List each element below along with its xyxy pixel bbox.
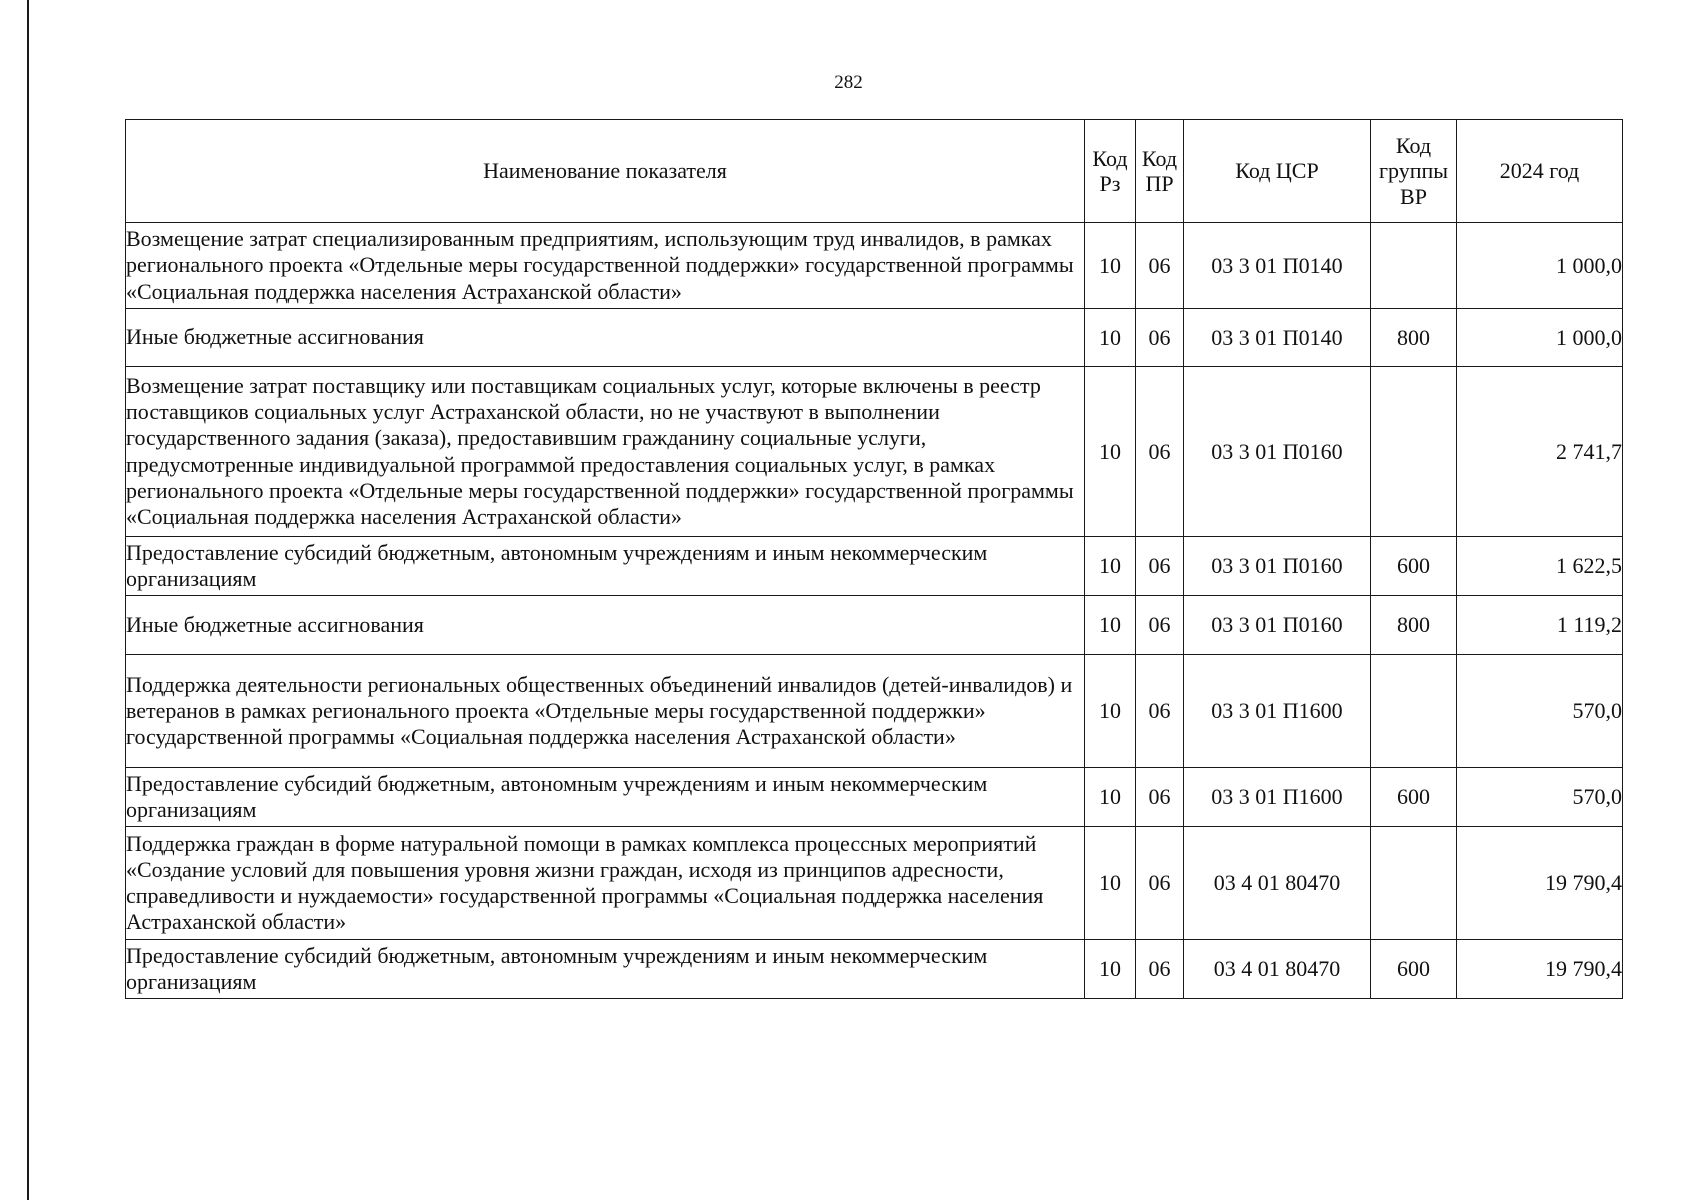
table-row [126,596,1623,655]
row-name: Возмещение затрат поставщику или поставщикам социальных услуг, которые включены в реестр поставщиков социальных услуг Астраханской области, но не участвуют в выполнении государственного задания (заказа), предоставившим гражданину социальные услуги, предусмотренные индивидуальной программой предоставления социальных услуг, в рамках регионального проекта «Отдельные меры государственной поддержки» государственной программы «Социальная поддержка населения Астраханской области» [126,367,1085,537]
row-amount: 1 119,2 [1457,596,1623,655]
row-pr: 06 [1136,309,1184,367]
table-row [126,940,1623,999]
row-rz: 10 [1085,309,1136,367]
row-name: Предоставление субсидий бюджетным, автономным учреждениям и иным некоммерческим организациям [126,537,1085,596]
row-pr: 06 [1136,768,1184,827]
row-pr: 06 [1136,655,1184,768]
row-rz: 10 [1085,827,1136,940]
row-vr: 800 [1371,596,1457,655]
row-pr: 06 [1136,537,1184,596]
row-name: Предоставление субсидий бюджетным, автономным учреждениям и иным некоммерческим организациям [126,768,1085,827]
binding-margin-line [27,0,29,1200]
row-amount: 570,0 [1457,768,1623,827]
row-pr: 06 [1136,223,1184,309]
row-rz: 10 [1085,940,1136,999]
row-amount: 19 790,4 [1457,827,1623,940]
row-vr [1371,223,1457,309]
row-vr: 600 [1371,768,1457,827]
header-vr: Код группы ВР [1371,120,1457,223]
header-name: Наименование показателя [126,120,1085,223]
row-csr: 03 3 01 П1600 [1184,655,1371,768]
row-pr: 06 [1136,596,1184,655]
row-rz: 10 [1085,596,1136,655]
row-vr: 600 [1371,940,1457,999]
row-amount: 19 790,4 [1457,940,1623,999]
row-amount: 1 000,0 [1457,309,1623,367]
table-row [126,367,1623,537]
row-vr [1371,827,1457,940]
row-vr [1371,655,1457,768]
row-csr: 03 3 01 П0160 [1184,367,1371,537]
header-year: 2024 год [1457,120,1623,223]
table-row [126,537,1623,596]
row-vr: 600 [1371,537,1457,596]
table-row [126,827,1623,940]
row-name: Поддержка деятельности региональных общественных объединений инвалидов (детей-инвалидов) и ветеранов в рамках регионального проекта «Отдельные меры государственной поддержки» государственной программы «Социальная поддержка населения Астраханской области» [126,655,1085,768]
table-row [126,309,1623,367]
row-amount: 2 741,7 [1457,367,1623,537]
row-csr: 03 4 01 80470 [1184,827,1371,940]
header-rz: Код Рз [1085,120,1136,223]
row-name: Возмещение затрат специализированным предприятиям, использующим труд инвалидов, в рамках регионального проекта «Отдельные меры государственной поддержки» государственной программы «Социальная поддержка населения Астраханской области» [126,223,1085,309]
row-vr: 800 [1371,309,1457,367]
row-csr: 03 4 01 80470 [1184,940,1371,999]
row-rz: 10 [1085,768,1136,827]
row-vr [1371,367,1457,537]
row-name: Поддержка граждан в форме натуральной помощи в рамках комплекса процессных мероприятий «Создание условий для повышения уровня жизни граждан, исходя из принципов адресности, справедливости и нуждаемости» государственной программы «Социальная поддержка населения Астраханской области» [126,827,1085,940]
row-rz: 10 [1085,223,1136,309]
row-csr: 03 3 01 П0160 [1184,596,1371,655]
row-rz: 10 [1085,537,1136,596]
row-csr: 03 3 01 П1600 [1184,768,1371,827]
table-row [126,768,1623,827]
row-name: Иные бюджетные ассигнования [126,596,1085,655]
row-amount: 1 622,5 [1457,537,1623,596]
page-number: 282 [834,72,863,93]
row-csr: 03 3 01 П0160 [1184,537,1371,596]
row-amount: 570,0 [1457,655,1623,768]
header-pr: Код ПР [1136,120,1184,223]
row-pr: 06 [1136,827,1184,940]
row-pr: 06 [1136,940,1184,999]
row-rz: 10 [1085,655,1136,768]
table-row [126,223,1623,309]
row-pr: 06 [1136,367,1184,537]
table-row [126,655,1623,768]
row-name: Предоставление субсидий бюджетным, автономным учреждениям и иным некоммерческим организациям [126,940,1085,999]
budget-table [125,119,1623,999]
row-rz: 10 [1085,367,1136,537]
row-csr: 03 3 01 П0140 [1184,309,1371,367]
row-amount: 1 000,0 [1457,223,1623,309]
table-header-row [126,120,1623,223]
row-name: Иные бюджетные ассигнования [126,309,1085,367]
row-csr: 03 3 01 П0140 [1184,223,1371,309]
header-csr: Код ЦСР [1184,120,1371,223]
